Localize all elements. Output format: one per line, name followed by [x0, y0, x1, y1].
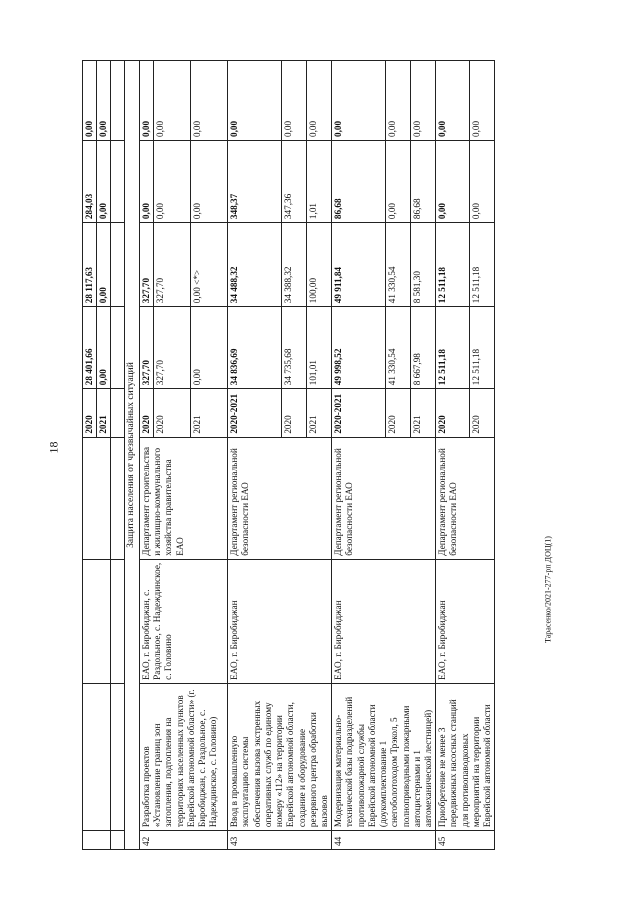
- total-cell: 12 511,18: [436, 307, 470, 389]
- header-loc-cell: 0,00: [83, 61, 97, 141]
- loc-cell: 0,00: [470, 61, 495, 141]
- section-row: [125, 61, 140, 850]
- loc-cell: 0,00: [307, 61, 332, 141]
- header-fed-cell: 0,00: [97, 223, 111, 307]
- table-row: [140, 61, 154, 850]
- measure-name: Приобретение не менее 3 передвижных насосных станций для противопаводковых мероприятий на территории Еврейской автономной области: [436, 683, 495, 830]
- empty-cell: [111, 141, 125, 223]
- measure-name: Модернизация материально-технической базы подразделений противопожарной службы Еврейской автономной области (доукомплектование 1 снегоболотоходом Трэкол, 5 полноприводными пожарными автоцистернами и 1 автомеханической лестницей): [332, 683, 436, 830]
- row-number: 43: [228, 831, 332, 850]
- year-cell: 2020: [154, 389, 191, 437]
- reg-cell: 0,00: [386, 141, 411, 223]
- table-body: [83, 61, 495, 850]
- table-row: [436, 61, 470, 850]
- reg-cell: 0,00: [191, 141, 228, 223]
- header-year-cell: 2020: [83, 389, 97, 437]
- empty-cell: [83, 831, 111, 850]
- loc-cell: 0,00: [282, 61, 307, 141]
- row-number: 42: [140, 831, 228, 850]
- header-reg-cell: 284,03: [83, 141, 97, 223]
- row-number: 44: [332, 831, 436, 850]
- empty-cell: [111, 61, 125, 141]
- year-cell: 2020: [470, 389, 495, 437]
- reg-cell: 1,01: [307, 141, 332, 223]
- year-cell: 2020: [436, 389, 470, 437]
- header-reg-cell: 0,00: [97, 141, 111, 223]
- fed-cell: 34 488,32: [228, 223, 282, 307]
- empty-cell: [83, 437, 111, 559]
- total-cell: 8 667,98: [411, 307, 436, 389]
- reg-cell: 0,00: [154, 141, 191, 223]
- reg-cell: 0,00: [140, 141, 154, 223]
- loc-cell: 0,00: [154, 61, 191, 141]
- empty-cell: [83, 559, 111, 683]
- measure-name: Разработка проектов «Установление границ зон затопления, подтопления на территориях населенных пунктов Еврейской автономной области» (г. Биробиджан, с. Раздольное, с. Надеждинское, с. Головино): [140, 683, 228, 830]
- location-cell: ЕАО, г. Биробиджан, с. Раздольное, с. Надеждинское, с. Головино: [140, 559, 228, 683]
- footer-reference: Тарасенко/2021-277-рп ДОЦ(1): [543, 536, 553, 643]
- location-cell: ЕАО, г. Биробиджан: [436, 559, 495, 683]
- year-cell: 2020-2021: [228, 389, 282, 437]
- fed-cell: 100,00: [307, 223, 332, 307]
- total-cell: 0,00: [191, 307, 228, 389]
- executor-cell: Департамент региональной безопасности ЕАО: [228, 437, 332, 559]
- fed-cell: 34 388,32: [282, 223, 307, 307]
- fed-cell: 0,00 <*>: [191, 223, 228, 307]
- total-cell: 101,01: [307, 307, 332, 389]
- reg-cell: 348,37: [228, 141, 282, 223]
- executor-cell: Департамент строительства и жилищно-коммунального хозяйства правительства ЕАО: [140, 437, 228, 559]
- loc-cell: 0,00: [332, 61, 386, 141]
- reg-cell: 86,68: [332, 141, 386, 223]
- loc-cell: 0,00: [228, 61, 282, 141]
- header-total-row: [83, 61, 97, 850]
- empty-cell: [83, 683, 111, 830]
- reg-cell: 0,00: [470, 141, 495, 223]
- location-cell: ЕАО, г. Биробиджан: [332, 559, 436, 683]
- location-cell: ЕАО, г. Биробиджан: [228, 559, 332, 683]
- year-cell: 2020: [140, 389, 154, 437]
- fed-cell: 8 581,30: [411, 223, 436, 307]
- blank-row: [111, 61, 125, 850]
- empty-cell: [111, 307, 125, 389]
- empty-cell: [111, 559, 125, 683]
- executor-cell: Департамент региональной безопасности ЕАО: [332, 437, 436, 559]
- reg-cell: 347,36: [282, 141, 307, 223]
- total-cell: 34 836,69: [228, 307, 282, 389]
- total-cell: 34 735,68: [282, 307, 307, 389]
- empty-cell: [111, 223, 125, 307]
- row-number: 45: [436, 831, 495, 850]
- fed-cell: 12 511,18: [436, 223, 470, 307]
- budget-table: [82, 60, 495, 850]
- year-cell: 2021: [307, 389, 332, 437]
- total-cell: 327,70: [154, 307, 191, 389]
- section-title: Защита населения от чрезвычайных ситуаций: [125, 61, 140, 850]
- fed-cell: 12 511,18: [470, 223, 495, 307]
- header-fed-cell: 28 117,63: [83, 223, 97, 307]
- loc-cell: 0,00: [436, 61, 470, 141]
- reg-cell: 0,00: [436, 141, 470, 223]
- header-total-cell: 0,00: [97, 307, 111, 389]
- header-year-cell: 2021: [97, 389, 111, 437]
- loc-cell: 0,00: [140, 61, 154, 141]
- year-cell: 2020: [386, 389, 411, 437]
- total-cell: 49 998,52: [332, 307, 386, 389]
- measure-name: Ввод в промышленную эксплуатацию системы обеспечения вызова экстренных оперативных служб по единому номеру «112» на территории Еврейской автономной области, создание и оборудование резервного центра обработки вызовов: [228, 683, 332, 830]
- empty-cell: [111, 831, 125, 850]
- table-row: [228, 61, 282, 850]
- loc-cell: 0,00: [411, 61, 436, 141]
- empty-cell: [111, 389, 125, 437]
- year-cell: 2021: [411, 389, 436, 437]
- empty-cell: [111, 683, 125, 830]
- total-cell: 327,70: [140, 307, 154, 389]
- budget-table-rotated: [82, 60, 560, 850]
- table-row: [332, 61, 386, 850]
- year-cell: 2021: [191, 389, 228, 437]
- total-cell: 41 330,54: [386, 307, 411, 389]
- fed-cell: 327,70: [154, 223, 191, 307]
- empty-cell: [111, 437, 125, 559]
- loc-cell: 0,00: [386, 61, 411, 141]
- loc-cell: 0,00: [191, 61, 228, 141]
- fed-cell: 327,70: [140, 223, 154, 307]
- header-total-cell: 28 401,66: [83, 307, 97, 389]
- reg-cell: 86,68: [411, 141, 436, 223]
- year-cell: 2020: [282, 389, 307, 437]
- fed-cell: 49 911,84: [332, 223, 386, 307]
- header-loc-cell: 0,00: [97, 61, 111, 141]
- executor-cell: Департамент региональной безопасности ЕАО: [436, 437, 495, 559]
- total-cell: 12 511,18: [470, 307, 495, 389]
- page-number: 18: [46, 441, 61, 454]
- year-cell: 2020-2021: [332, 389, 386, 437]
- fed-cell: 41 330,54: [386, 223, 411, 307]
